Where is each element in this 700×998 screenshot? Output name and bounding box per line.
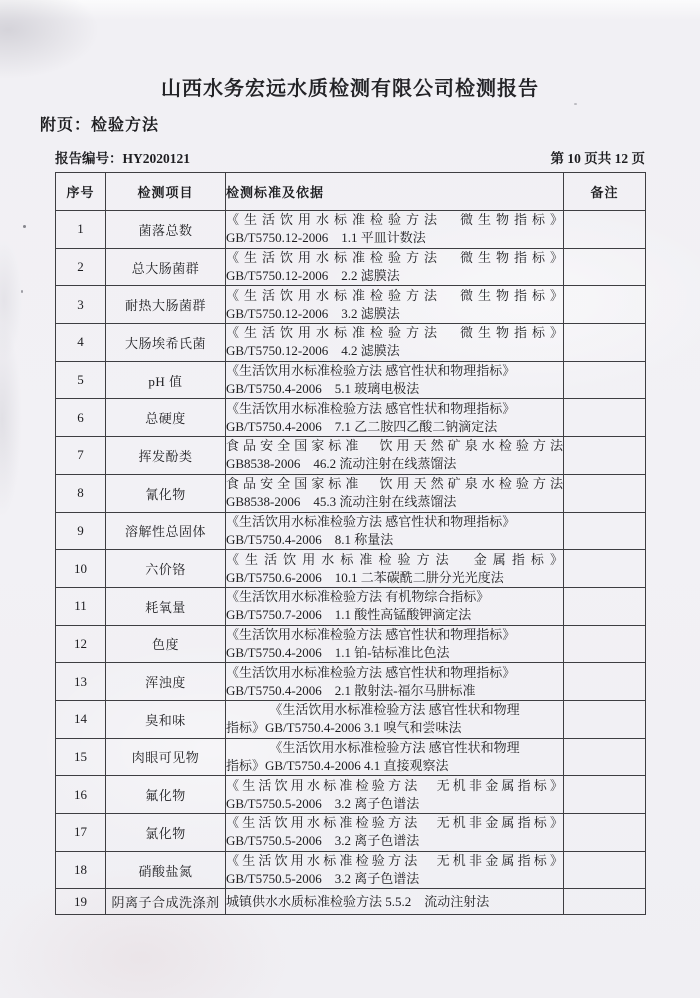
standard-line2: GB/T5750.12-2006 4.2 滤膜法 bbox=[226, 343, 400, 359]
row-standard-cell bbox=[226, 851, 564, 889]
row-standard-cell bbox=[226, 248, 564, 286]
standard-line1: 《生活饮用水标准检验方法 微生物指标》 bbox=[226, 325, 563, 341]
report-number: 报告编号：HY2020121 bbox=[55, 151, 190, 166]
standard-line1: 《生活饮用水标准检验方法 感官性状和物理指标》 bbox=[226, 400, 516, 416]
row-no-cell: 5 bbox=[56, 361, 106, 399]
row-item-cell: 总硬度 bbox=[106, 399, 226, 437]
standard-line2: GB/T5750.5-2006 3.2 离子色谱法 bbox=[226, 795, 420, 811]
row-item-cell: 肉眼可见物 bbox=[106, 738, 226, 776]
row-remark-cell bbox=[564, 248, 646, 286]
standard-line1: 《生活饮用水标准检验方法 无机非金属指标》 bbox=[226, 777, 563, 793]
row-remark-cell bbox=[564, 851, 646, 889]
row-standard-cell bbox=[226, 663, 564, 701]
page-indicator: 第 10 页共 12 页 bbox=[550, 151, 645, 166]
row-item-cell: 氟化物 bbox=[106, 776, 226, 814]
standard-line1: 《生活饮用水标准检验方法 微生物指标》 bbox=[226, 250, 563, 266]
row-item-cell: 阴离子合成洗涤剂 bbox=[106, 889, 226, 915]
row-no-cell: 15 bbox=[56, 738, 106, 776]
row-no-cell: 12 bbox=[56, 625, 106, 663]
row-no-cell: 2 bbox=[56, 248, 106, 286]
row-remark-cell bbox=[564, 474, 646, 512]
standard-line2: 指标》GB/T5750.4-2006 4.1 直接观察法 bbox=[226, 757, 449, 773]
row-no-cell: 10 bbox=[56, 550, 106, 588]
scan-speck bbox=[574, 103, 577, 105]
row-no-cell: 3 bbox=[56, 286, 106, 324]
standard-line1: 《生活饮用水标准检验方法 感官性状和物理 bbox=[269, 739, 520, 755]
report-title: 山西水务宏远水质检测有限公司检测报告 bbox=[161, 78, 539, 100]
row-standard-cell bbox=[226, 700, 564, 738]
row-remark-cell bbox=[564, 550, 646, 588]
standard-line2: GB/T5750.4-2006 8.1 称量法 bbox=[226, 531, 394, 547]
table-row bbox=[56, 587, 646, 625]
table-row bbox=[56, 248, 646, 286]
header-remark: 备注 bbox=[564, 173, 646, 211]
row-item-cell: 硝酸盐氮 bbox=[106, 851, 226, 889]
table-row bbox=[56, 851, 646, 889]
standard-line1: 城镇供水水质标准检验方法 5.5.2 流动注射法 bbox=[226, 893, 490, 909]
standard-line2: GB/T5750.4-2006 1.1 铂-钴标准比色法 bbox=[226, 644, 450, 660]
table-row bbox=[56, 512, 646, 550]
header-standard: 检测标准及依据 bbox=[226, 173, 564, 211]
standard-line1: 食品安全国家标准 饮用天然矿泉水检验方法 bbox=[226, 438, 563, 454]
table-row bbox=[56, 361, 646, 399]
row-standard-cell bbox=[226, 437, 564, 475]
row-item-cell: 溶解性总固体 bbox=[106, 512, 226, 550]
scan-speck bbox=[21, 290, 23, 293]
standard-line2: 指标》GB/T5750.4-2006 3.1 嗅气和尝味法 bbox=[226, 720, 462, 736]
row-standard-cell bbox=[226, 550, 564, 588]
row-standard-cell bbox=[226, 512, 564, 550]
row-remark-cell bbox=[564, 587, 646, 625]
row-remark-cell bbox=[564, 324, 646, 362]
table-row bbox=[56, 286, 646, 324]
row-item-cell: 浑浊度 bbox=[106, 663, 226, 701]
row-standard-cell bbox=[226, 738, 564, 776]
standard-line2: GB/T5750.4-2006 2.1 散射法-福尔马肼标准 bbox=[226, 682, 476, 698]
row-item-cell: 六价铬 bbox=[106, 550, 226, 588]
header-no: 序号 bbox=[56, 173, 106, 211]
standard-line2: GB/T5750.4-2006 5.1 玻璃电极法 bbox=[226, 381, 420, 397]
standard-line2: GB/T5750.12-2006 1.1 平皿计数法 bbox=[226, 230, 426, 246]
row-item-cell: 臭和味 bbox=[106, 700, 226, 738]
standard-line2: GB/T5750.5-2006 3.2 离子色谱法 bbox=[226, 833, 420, 849]
standard-line1: 《生活饮用水标准检验方法 微生物指标》 bbox=[226, 212, 563, 228]
standard-line1: 《生活饮用水标准检验方法 无机非金属指标》 bbox=[226, 815, 563, 831]
table-row bbox=[56, 814, 646, 852]
row-remark-cell bbox=[564, 814, 646, 852]
standard-line2: GB8538-2006 45.3 流动注射在线蒸馏法 bbox=[226, 494, 457, 510]
row-no-cell: 14 bbox=[56, 700, 106, 738]
standard-line2: GB/T5750.5-2006 3.2 离子色谱法 bbox=[226, 871, 420, 887]
row-item-cell: 氰化物 bbox=[106, 474, 226, 512]
header-item: 检测项目 bbox=[106, 173, 226, 211]
table-row bbox=[56, 550, 646, 588]
standard-line1: 《生活饮用水标准检验方法 感官性状和物理指标》 bbox=[226, 626, 516, 642]
standard-line1: 《生活饮用水标准检验方法 金属指标》 bbox=[226, 551, 563, 567]
attachment-label: 附页：检验方法 bbox=[40, 117, 160, 134]
standard-line1: 《生活饮用水标准检验方法 有机物综合指标》 bbox=[226, 589, 490, 605]
table-row bbox=[56, 776, 646, 814]
row-remark-cell bbox=[564, 776, 646, 814]
table-row bbox=[56, 211, 646, 249]
header-row bbox=[56, 173, 646, 211]
row-remark-cell bbox=[564, 512, 646, 550]
row-standard-cell bbox=[226, 286, 564, 324]
row-remark-cell bbox=[564, 361, 646, 399]
standard-line1: 《生活饮用水标准检验方法 感官性状和物理指标》 bbox=[226, 363, 516, 379]
standard-line2: GB/T5750.6-2006 10.1 二苯碳酰二肼分光光度法 bbox=[226, 569, 504, 585]
row-item-cell: 菌落总数 bbox=[106, 211, 226, 249]
standard-line2: GB/T5750.12-2006 2.2 滤膜法 bbox=[226, 268, 400, 284]
row-item-cell: pH 值 bbox=[106, 361, 226, 399]
row-no-cell: 8 bbox=[56, 474, 106, 512]
row-remark-cell bbox=[564, 663, 646, 701]
row-remark-cell bbox=[564, 700, 646, 738]
row-no-cell: 11 bbox=[56, 587, 106, 625]
row-no-cell: 16 bbox=[56, 776, 106, 814]
standard-line2: GB/T5750.7-2006 1.1 酸性高锰酸钾滴定法 bbox=[226, 607, 472, 623]
table-row bbox=[56, 663, 646, 701]
scan-speck bbox=[23, 225, 26, 228]
row-no-cell: 13 bbox=[56, 663, 106, 701]
row-standard-cell bbox=[226, 361, 564, 399]
row-standard-cell bbox=[226, 474, 564, 512]
row-standard-cell bbox=[226, 399, 564, 437]
table-row bbox=[56, 437, 646, 475]
row-no-cell: 17 bbox=[56, 814, 106, 852]
row-remark-cell bbox=[564, 437, 646, 475]
standard-line1: 《生活饮用水标准检验方法 感官性状和物理指标》 bbox=[226, 513, 516, 529]
row-no-cell: 4 bbox=[56, 324, 106, 362]
methods-table bbox=[55, 172, 646, 915]
table-row bbox=[56, 700, 646, 738]
row-item-cell: 耗氧量 bbox=[106, 587, 226, 625]
row-item-cell: 氯化物 bbox=[106, 814, 226, 852]
table-row bbox=[56, 738, 646, 776]
meta-row bbox=[55, 147, 645, 167]
table-row bbox=[56, 889, 646, 915]
row-remark-cell bbox=[564, 211, 646, 249]
row-standard-cell bbox=[226, 211, 564, 249]
standard-line1: 食品安全国家标准 饮用天然矿泉水检验方法 bbox=[226, 476, 563, 492]
row-remark-cell bbox=[564, 399, 646, 437]
standard-line1: 《生活饮用水标准检验方法 感官性状和物理指标》 bbox=[226, 664, 516, 680]
row-no-cell: 1 bbox=[56, 211, 106, 249]
row-no-cell: 6 bbox=[56, 399, 106, 437]
table-row bbox=[56, 324, 646, 362]
row-remark-cell bbox=[564, 738, 646, 776]
row-standard-cell bbox=[226, 625, 564, 663]
row-standard-cell bbox=[226, 324, 564, 362]
row-remark-cell bbox=[564, 625, 646, 663]
table-row bbox=[56, 399, 646, 437]
row-standard-cell bbox=[226, 587, 564, 625]
row-no-cell: 7 bbox=[56, 437, 106, 475]
row-item-cell: 色度 bbox=[106, 625, 226, 663]
standard-line2: GB/T5750.12-2006 3.2 滤膜法 bbox=[226, 305, 400, 321]
standard-line1: 《生活饮用水标准检验方法 无机非金属指标》 bbox=[226, 853, 563, 869]
row-standard-cell bbox=[226, 889, 564, 915]
row-remark-cell bbox=[564, 286, 646, 324]
row-standard-cell bbox=[226, 776, 564, 814]
standard-line1: 《生活饮用水标准检验方法 微生物指标》 bbox=[226, 287, 563, 303]
row-remark-cell bbox=[564, 889, 646, 915]
standard-line2: GB/T5750.4-2006 7.1 乙二胺四乙酸二钠滴定法 bbox=[226, 418, 498, 434]
row-item-cell: 总大肠菌群 bbox=[106, 248, 226, 286]
row-item-cell: 挥发酚类 bbox=[106, 437, 226, 475]
row-no-cell: 18 bbox=[56, 851, 106, 889]
table-row bbox=[56, 474, 646, 512]
standard-line1: 《生活饮用水标准检验方法 感官性状和物理 bbox=[269, 702, 520, 718]
table-row bbox=[56, 625, 646, 663]
standard-line2: GB8538-2006 46.2 流动注射在线蒸馏法 bbox=[226, 456, 457, 472]
row-item-cell: 耐热大肠菌群 bbox=[106, 286, 226, 324]
row-standard-cell bbox=[226, 814, 564, 852]
row-no-cell: 19 bbox=[56, 889, 106, 915]
row-item-cell: 大肠埃希氏菌 bbox=[106, 324, 226, 362]
row-no-cell: 9 bbox=[56, 512, 106, 550]
